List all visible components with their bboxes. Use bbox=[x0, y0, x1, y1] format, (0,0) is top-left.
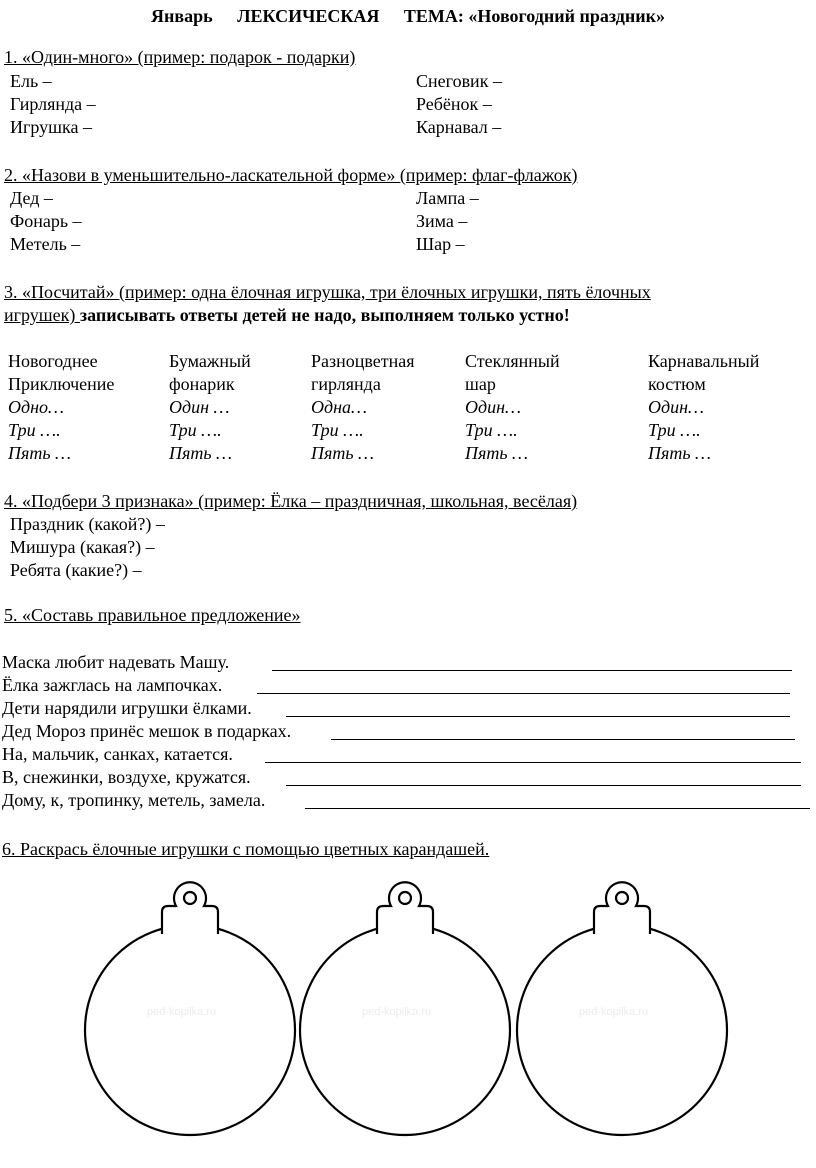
task1-title: 1. «Один-много» (пример: подарок - подарки) bbox=[4, 47, 356, 67]
watermark-2: ped-kopilka.ru bbox=[362, 1006, 432, 1018]
col-word-line2: Приключение bbox=[8, 374, 115, 394]
watermark-3: ped-kopilka.ru bbox=[579, 1006, 649, 1018]
task2-left-3: Метель – bbox=[10, 234, 81, 254]
task1-right-3: Карнавал – bbox=[416, 117, 502, 137]
col-word-line1: Стеклянный bbox=[465, 351, 560, 371]
col-three: Три …. bbox=[311, 420, 364, 440]
task6-title: 6. Раскрась ёлочные игрушки с помощью цветных карандашей. bbox=[2, 839, 490, 859]
col-word-line2: шар bbox=[465, 374, 496, 394]
title-month: Январь bbox=[150, 6, 213, 26]
task4-item-2: Мишура (какая?) – bbox=[10, 537, 155, 557]
col-word-line1: Бумажный bbox=[169, 351, 251, 371]
task2-right-3: Шар – bbox=[416, 234, 465, 254]
col-one: Один … bbox=[169, 397, 230, 417]
col-word-line1: Разноцветная bbox=[311, 351, 415, 371]
col-one: Один… bbox=[465, 397, 522, 417]
col-five: Пять … bbox=[169, 443, 233, 463]
watermark-1: ped-kopilka.ru bbox=[147, 1006, 217, 1018]
col-word-line2: фонарик bbox=[169, 374, 235, 394]
sentence-4: Дед Мороз принёс мешок в подарках. bbox=[2, 721, 292, 741]
sentence-3: Дети нарядили игрушки ёлками. bbox=[2, 698, 252, 718]
task2-left-1: Дед – bbox=[10, 188, 53, 208]
col-three: Три …. bbox=[8, 420, 61, 440]
task1-left-2: Гирлянда – bbox=[10, 94, 96, 114]
task1-left-1: Ель – bbox=[10, 71, 52, 91]
task3-note: записывать ответы детей не надо, выполняем только устно! bbox=[79, 305, 570, 325]
col-five: Пять … bbox=[465, 443, 529, 463]
sentence-2: Ёлка зажглась на лампочках. bbox=[2, 675, 223, 695]
task3-title-line2-text: игрушек) bbox=[4, 305, 80, 325]
task4-title: 4. «Подбери 3 признака» (пример: Ёлка – праздничная, школьная, весёлая) bbox=[4, 491, 578, 511]
col-word-line2: костюм bbox=[648, 374, 706, 394]
col-five: Пять … bbox=[311, 443, 375, 463]
sentence-6: В, снежинки, воздухе, кружатся. bbox=[2, 767, 251, 787]
task1-left-3: Игрушка – bbox=[10, 117, 92, 137]
sentence-1: Маска любит надевать Машу. bbox=[2, 652, 230, 672]
col-five: Пять … bbox=[648, 443, 712, 463]
col-one: Одна… bbox=[311, 397, 368, 417]
task4-item-1: Праздник (какой?) – bbox=[10, 514, 165, 534]
col-three: Три …. bbox=[648, 420, 701, 440]
col-word-line2: гирлянда bbox=[311, 374, 381, 394]
col-one: Одно… bbox=[8, 397, 65, 417]
task4-item-3: Ребята (какие?) – bbox=[10, 560, 142, 580]
col-three: Три …. bbox=[169, 420, 222, 440]
col-three: Три …. bbox=[465, 420, 518, 440]
task2-left-2: Фонарь – bbox=[10, 211, 82, 231]
title-lex: ЛЕКСИЧЕСКАЯ bbox=[237, 6, 380, 26]
col-word-line1: Новогоднее bbox=[8, 351, 98, 371]
col-five: Пять … bbox=[8, 443, 72, 463]
task2-right-2: Зима – bbox=[416, 211, 468, 231]
col-one: Один… bbox=[648, 397, 705, 417]
col-word-line1: Карнавальный bbox=[648, 351, 760, 371]
title-theme: ТЕМА: «Новогодний праздник» bbox=[403, 6, 665, 26]
task5-title: 5. «Составь правильное предложение» bbox=[4, 605, 301, 625]
task1-right-2: Ребёнок – bbox=[416, 94, 492, 114]
task2-title: 2. «Назови в уменьшительно-ласкательной форме» (пример: флаг-флажок) bbox=[4, 165, 578, 185]
sentence-7: Дому, к, тропинку, метель, замела. bbox=[2, 790, 266, 810]
task3-title-line1: 3. «Посчитай» (пример: одна ёлочная игрушка, три ёлочных игрушки, пять ёлочных bbox=[4, 282, 651, 302]
task1-right-1: Снеговик – bbox=[416, 71, 502, 91]
sentence-5: На, мальчик, санках, катается. bbox=[2, 744, 233, 764]
task2-right-1: Лампа – bbox=[416, 188, 479, 208]
